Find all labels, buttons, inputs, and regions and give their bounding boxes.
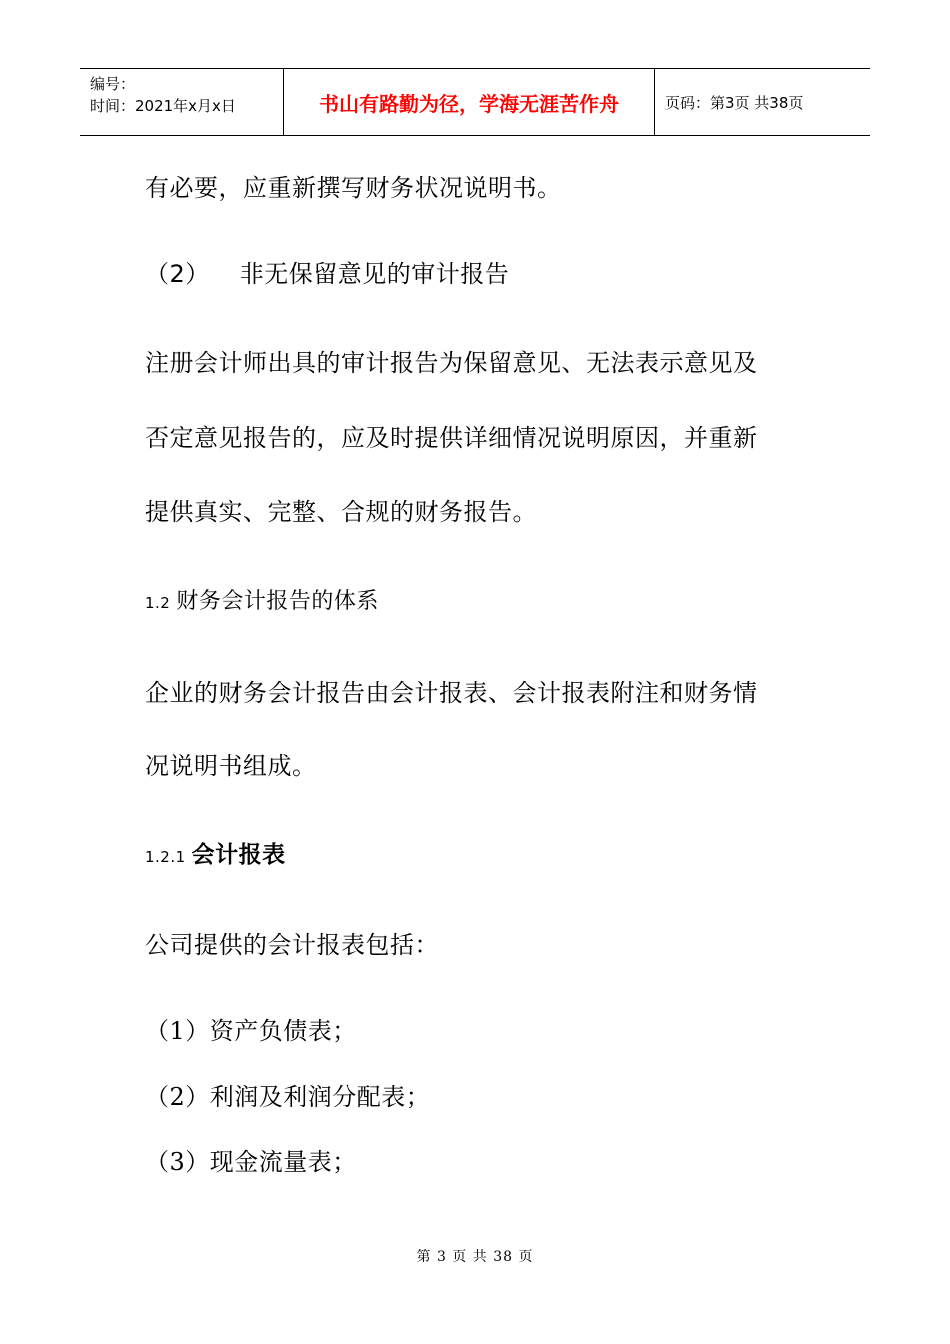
list-item: （1）资产负债表； (145, 1017, 357, 1045)
para-3-line-1: 企业的财务会计报告由会计报表、会计报表附注和财务情 (145, 679, 758, 707)
time-label: 时间：2021年x月x日 (90, 97, 236, 115)
section-1-2-1-heading (145, 836, 286, 869)
header-page-code: 页码：第3页 共38页 (665, 93, 804, 112)
list-item: （2）利润及利润分配表； (145, 1083, 431, 1111)
page-header (80, 68, 870, 136)
section-1-2-1-title: 会计报表 (191, 842, 286, 868)
section-1-2-heading (145, 584, 379, 615)
item-2-heading (145, 254, 509, 289)
para-4: 公司提供的会计报表包括： (145, 931, 439, 959)
header-left-cell (80, 69, 283, 135)
number-label: 编号： (90, 75, 136, 93)
item-2-number: （2） (145, 260, 210, 288)
list-item: （3）现金流量表； (145, 1148, 357, 1176)
page-footer: 第 3 页 共 38 页 (416, 1249, 534, 1265)
para-2-line-3: 提供真实、完整、合规的财务报告。 (145, 498, 537, 526)
body-line-1: 有必要，应重新撰写财务状况说明书。 (145, 174, 562, 202)
section-1-2-1-number: 1.2.1 (145, 848, 186, 866)
para-2-line-2: 否定意见报告的，应及时提供详细情况说明原因，并重新 (145, 424, 758, 452)
para-2-line-1: 注册会计师出具的审计报告为保留意见、无法表示意见及 (145, 349, 758, 377)
section-1-2-number: 1.2 (145, 594, 171, 612)
item-2-text: 非无保留意见的审计报告 (239, 260, 510, 288)
section-1-2-title: 财务会计报告的体系 (176, 589, 379, 614)
header-motto: 书山有路勤为径，学海无涯苦作舟 (283, 69, 655, 135)
para-3-line-2: 况说明书组成。 (145, 752, 317, 780)
